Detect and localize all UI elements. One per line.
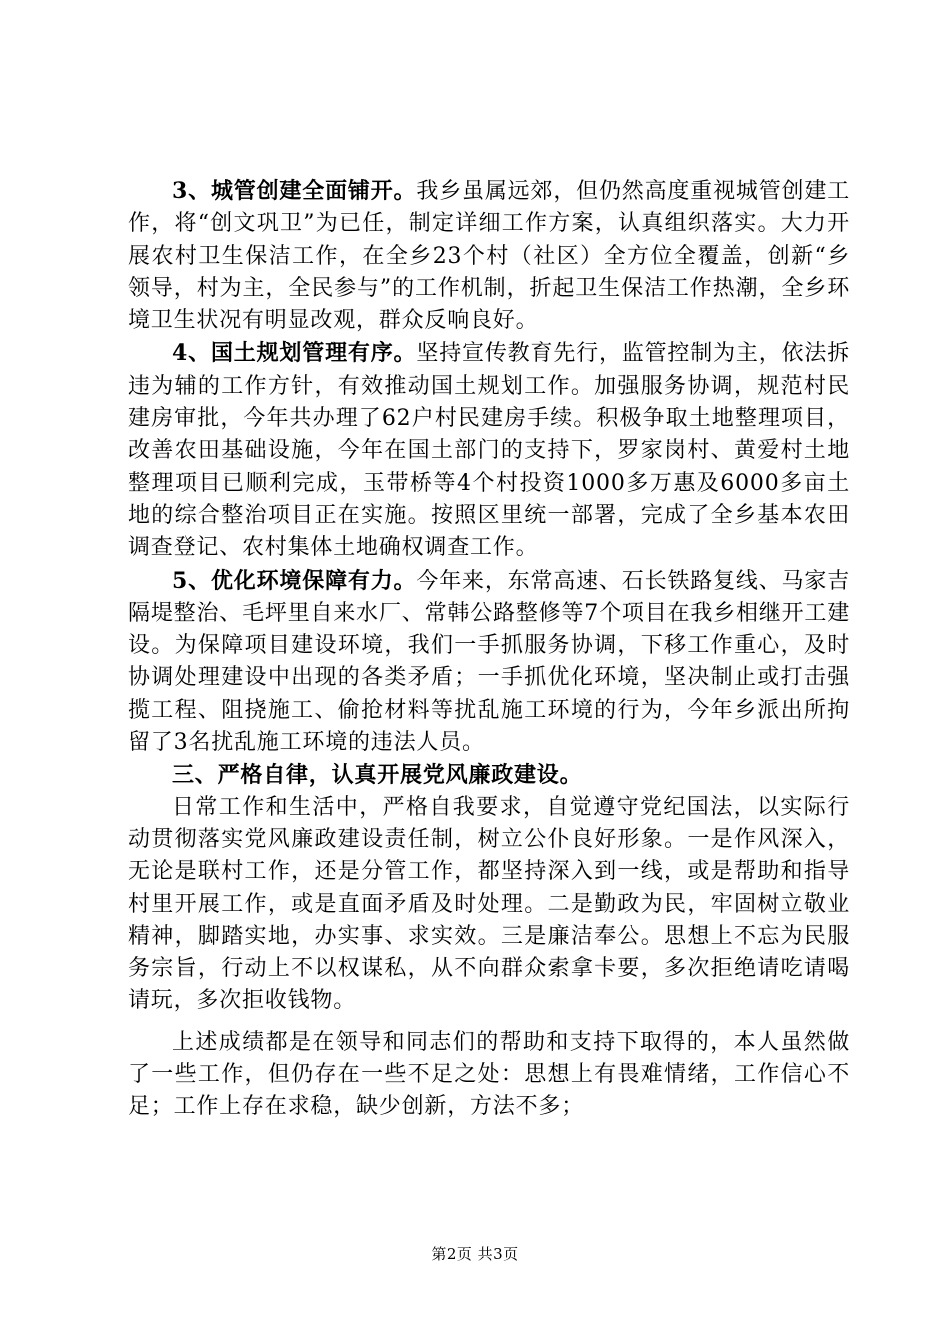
page-number: 第2页 共3页 (431, 1245, 519, 1263)
paragraph-item-3 (128, 175, 850, 337)
closing-paragraph: 上述成绩都是在领导和同志们的帮助和支持下取得的，本人虽然做了一些工作，但仍存在一些不足之处：思想上有畏难情绪，工作信心不足；工作上存在求稳，缺少创新，方法不多； (128, 1029, 850, 1120)
paragraph-lead: 5、优化环境保障有力。 (172, 567, 417, 594)
paragraph-text: 坚持宣传教育先行，监管控制为主，依法拆违为辅的工作方针，有效推动国土规划工作。加强服务协调，规范村民建房审批，今年共办理了62户村民建房手续。积极争取土地整理项目，改善农田基础设施，今年在国土部门的支持下，罗家岗村、黄爱村土地整理项目已顺利完成，玉带桥等4个村投资1000多万惠及6000多亩土地的综合整治项目正在实施。按照区里统一部署，完成了全乡基本农田调查登记、农村集体土地确权调查工作。 (128, 341, 851, 561)
section-heading: 三、严格自律，认真开展党风廉政建设。 (172, 762, 583, 789)
section-paragraph: 日常工作和生活中，严格自我要求，自觉遵守党纪国法，以实际行动贯彻落实党风廉政建设责任制，树立公仆良好形象。一是作风深入，无论是联村工作，还是分管工作，都坚持深入到一线，或是帮助和指导村里开展工作，或是直面矛盾及时处理。二是勤政为民，牢固树立敬业精神，脚踏实地，办实事、求实效。三是廉洁奉公。思想上不忘为民服务宗旨，行动上不以权谋私，从不向群众索拿卡要，多次拒绝请吃请喝请玩，多次拒收钱物。 (128, 794, 850, 1014)
paragraph-item-5 (128, 565, 850, 760)
paragraph-text: 今年来，东常高速、石长铁路复线、马家吉隔堤整治、毛坪里自来水厂、常韩公路整修等7个项目在我乡相继开工建设。为保障项目建设环境，我们一手抓服务协调，下移工作重心，及时协调处理建设中出现的各类矛盾；一手抓优化环境，坚决制止或打击强揽工程、阻挠施工、偷抢材料等扰乱施工环境的行为，今年乡派出所拘留了3名扰乱施工环境的违法人员。 (128, 568, 851, 756)
paragraph-lead: 4、国土规划管理有序。 (172, 340, 417, 367)
paragraph-text: 我乡虽属远郊，但仍然高度重视城管创建工作，将“创文巩卫”为已任，制定详细工作方案，认真组织落实。大力开展农村卫生保洁工作，在全乡23个村（社区）全方位全覆盖，创新“乡领导，村为主，全民参与”的工作机制，折起卫生保洁工作热潮，全乡环境卫生状况有明显改观，群众反响良好。 (128, 179, 851, 334)
page-footer (0, 1243, 950, 1264)
paragraph-item-4 (128, 337, 850, 564)
document-body (128, 175, 850, 1124)
paragraph-lead: 3、城管创建全面铺开。 (172, 178, 417, 204)
